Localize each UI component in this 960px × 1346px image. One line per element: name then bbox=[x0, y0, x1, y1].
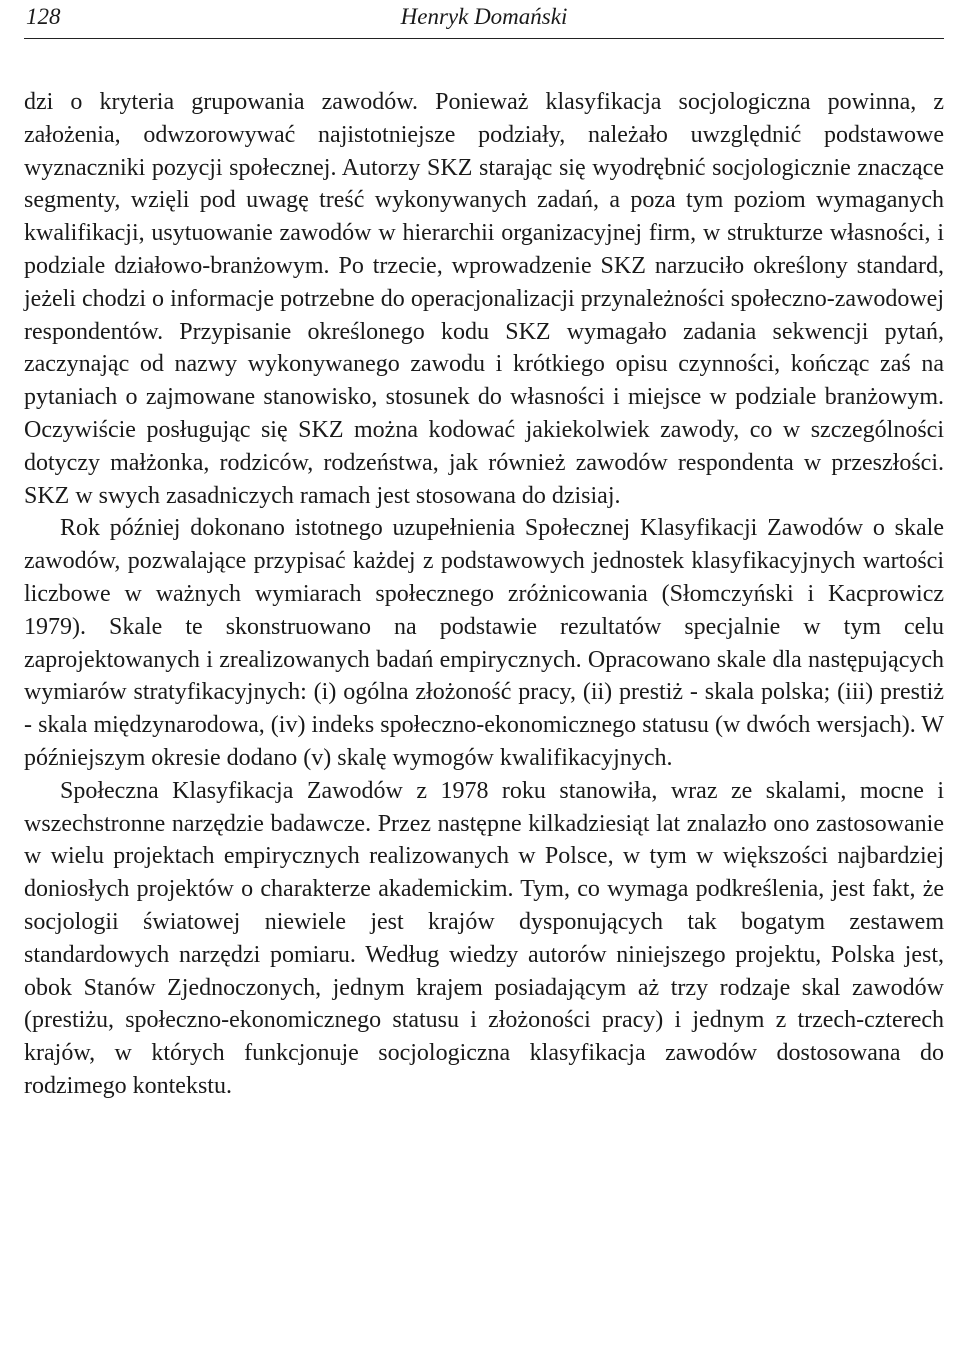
paragraph-1: dzi o kryteria grupowania zawodów. Ponieważ klasyfikacja socjologiczna powinna, z założenia, odwzorowywać najistotniejsze podziały, należało uwzględnić podstawowe wyznaczniki pozycji społecznej. Autorzy SKZ starając się wyodrębnić socjologicznie znaczące segmenty, wzięli pod uwagę treść wykonywanych zadań, a poza tym poziom wymaganych kwalifikacji, usytuowanie zawodów w hierarchii organizacyjnej firm, w strukturze własności, i podziale działowo-branżowym. Po trzecie, wprowadzenie SKZ narzuciło określony standard, jeżeli chodzi o informacje potrzebne do operacjonalizacji przynależności społeczno-zawodowej respondentów. Przypisanie określonego kodu SKZ wymagało zadania sekwencji pytań, zaczynając od nazwy wykonywanego zawodu i krótkiego opisu czynności, kończąc zaś na pytaniach o zajmowane stanowisko, stosunek do własności i miejsce w podziale branżowym. Oczywiście posługując się SKZ można kodować jakiekolwiek zawody, co w szczególności dotyczy małżonka, rodziców, rodzeństwa, jak również zawodów respondenta w przeszłości. SKZ w swych zasadniczych ramach jest stosowana do dzisiaj. bbox=[24, 89, 944, 509]
page-number: 128 bbox=[26, 4, 61, 29]
running-head-author: Henryk Domański bbox=[400, 4, 568, 29]
paragraph-3: Społeczna Klasyfikacja Zawodów z 1978 roku stanowiła, wraz ze skalami, mocne i wszechstronne narzędzie badawcze. Przez następne kilkadziesiąt lat znalazło ono zastosowanie w wielu projektach empirycznych realizowanych w Polsce, w tym w większości najbardziej doniosłych projektów o charakterze akademickim. Tym, co wymaga podkreślenia, jest fakt, że socjologii światowej niewiele jest krajów dysponujących tak bogatym zestawem standardowych narzędzi pomiaru. Według wiedzy autorów niniejszego projektu, Polska jest, obok Stanów Zjednoczonych, jednym krajem posiadającym aż trzy rodzaje skal zawodów (prestiżu, społeczno-ekonomicznego statusu i złożoności pracy) i jednym z trzech-czterech krajów, w których funkcjonuje socjologiczna klasyfikacja zawodów dostosowana do rodzimego kontekstu. bbox=[24, 777, 944, 1099]
header-rule bbox=[24, 38, 944, 39]
book-page bbox=[24, 0, 944, 1103]
paragraph-2: Rok później dokonano istotnego uzupełnienia Społecznej Klasyfikacji Zawodów o skale zawodów, pozwalające przypisać każdej z podstawowych jednostek klasyfikacyjnych wartości liczbowe w ważnych wymiarach społecznego zróżnicowania (Słomczyński i Kacprowicz 1979). Skale te skonstruowano na podstawie rezultatów specjalnie w tym celu zaprojektowanych i zrealizowanych badań empirycznych. Opracowano skale dla następujących wymiarów stratyfikacyjnych: (i) ogólna złożoność pracy, (ii) prestiż - skala polska; (iii) prestiż - skala międzynarodowa, (iv) indeks społeczno-ekonomicznego statusu (w dwóch wersjach). W późniejszym okresie dodano (v) skalę wymogów kwalifikacyjnych. bbox=[24, 515, 944, 771]
running-head bbox=[24, 0, 944, 40]
body-text bbox=[24, 86, 944, 1103]
